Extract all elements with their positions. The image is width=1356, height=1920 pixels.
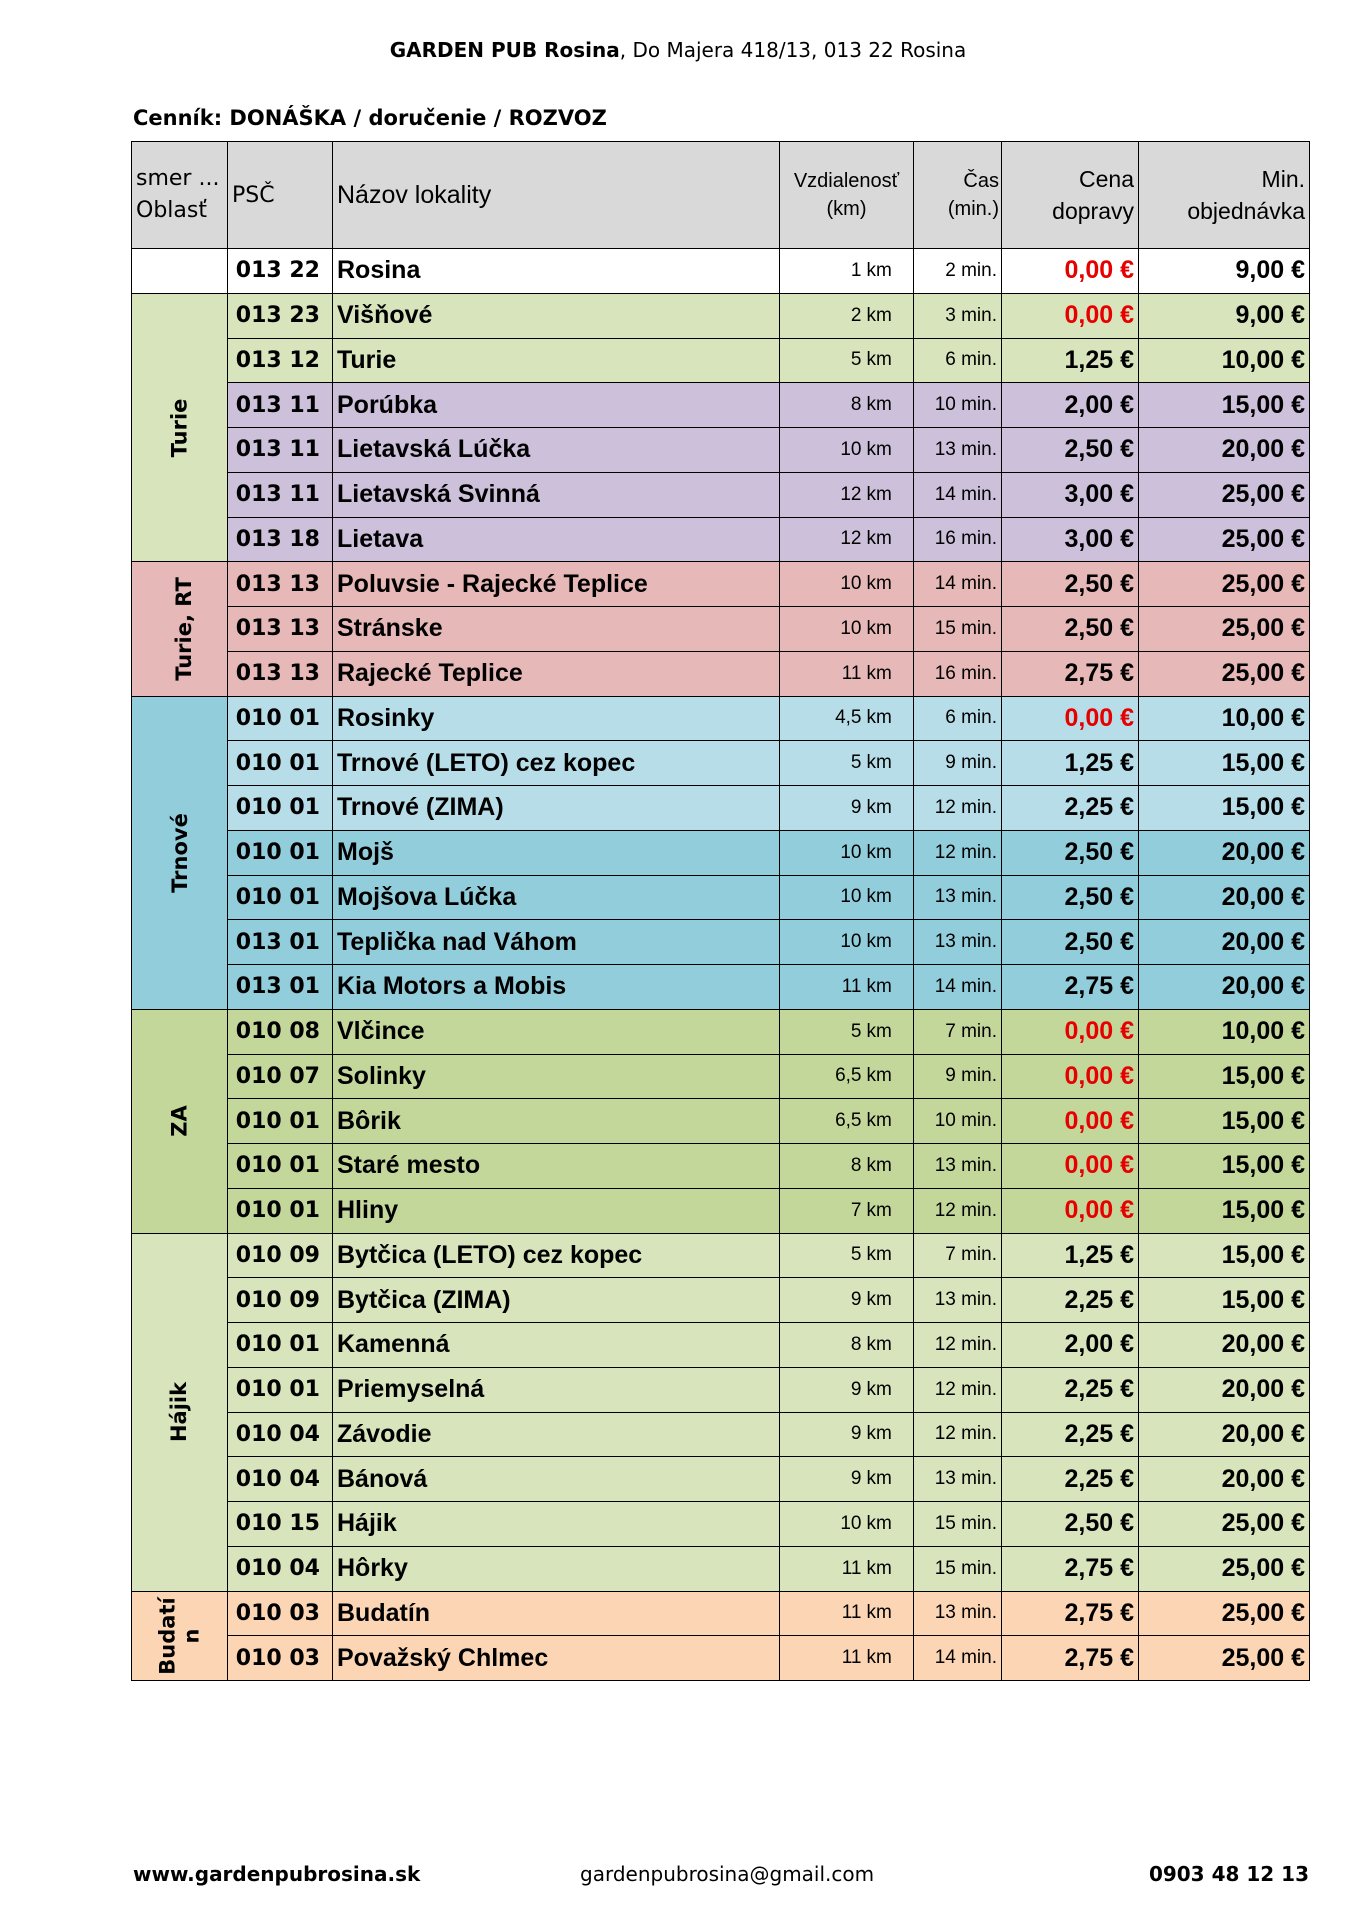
table-row bbox=[132, 1278, 1310, 1323]
psc-cell: 010 01 bbox=[228, 1144, 333, 1189]
area-cell bbox=[132, 696, 228, 1009]
time-cell: 16 min. bbox=[914, 651, 1002, 696]
location-name-cell: Mojš bbox=[333, 830, 780, 875]
distance-unit-cell: km bbox=[864, 1502, 914, 1547]
location-name-cell: Rajecké Teplice bbox=[333, 651, 780, 696]
time-cell: 14 min. bbox=[914, 562, 1002, 607]
psc-cell: 013 22 bbox=[228, 249, 333, 294]
area-cell bbox=[132, 1233, 228, 1591]
delivery-price-cell: 1,25 € bbox=[1002, 338, 1139, 383]
distance-unit-cell: km bbox=[864, 1367, 914, 1412]
delivery-price-cell: 0,00 € bbox=[1002, 1054, 1139, 1099]
col-min-line2: objednávka bbox=[1187, 198, 1305, 224]
min-order-cell: 20,00 € bbox=[1139, 1323, 1310, 1368]
psc-cell: 013 23 bbox=[228, 293, 333, 338]
delivery-price-cell: 2,75 € bbox=[1002, 965, 1139, 1010]
distance-unit-cell: km bbox=[864, 428, 914, 473]
delivery-price-cell: 2,00 € bbox=[1002, 1323, 1139, 1368]
distance-unit-cell: km bbox=[864, 1412, 914, 1457]
delivery-price-cell: 2,25 € bbox=[1002, 1278, 1139, 1323]
distance-cell: 7 bbox=[780, 1188, 864, 1233]
distance-unit-cell: km bbox=[864, 249, 914, 294]
location-name-cell: Lietava bbox=[333, 517, 780, 562]
table-row bbox=[132, 875, 1310, 920]
delivery-price-cell: 2,75 € bbox=[1002, 651, 1139, 696]
distance-cell: 8 bbox=[780, 383, 864, 428]
delivery-price-cell: 2,75 € bbox=[1002, 1546, 1139, 1591]
min-order-cell: 15,00 € bbox=[1139, 1099, 1310, 1144]
distance-unit-cell: km bbox=[864, 383, 914, 428]
psc-cell: 010 08 bbox=[228, 1009, 333, 1054]
psc-cell: 013 18 bbox=[228, 517, 333, 562]
distance-unit-cell: km bbox=[864, 1233, 914, 1278]
distance-unit-cell: km bbox=[864, 1188, 914, 1233]
location-name-cell: Kamenná bbox=[333, 1323, 780, 1368]
min-order-cell: 20,00 € bbox=[1139, 875, 1310, 920]
psc-cell: 010 01 bbox=[228, 1323, 333, 1368]
col-time bbox=[914, 142, 1002, 249]
location-name-cell: Lietavská Lúčka bbox=[333, 428, 780, 473]
distance-cell: 9 bbox=[780, 1278, 864, 1323]
min-order-cell: 25,00 € bbox=[1139, 1502, 1310, 1547]
psc-cell: 013 11 bbox=[228, 383, 333, 428]
distance-cell: 11 bbox=[780, 1636, 864, 1681]
psc-cell: 010 15 bbox=[228, 1502, 333, 1547]
psc-cell: 010 01 bbox=[228, 830, 333, 875]
delivery-price-cell: 0,00 € bbox=[1002, 249, 1139, 294]
min-order-cell: 20,00 € bbox=[1139, 965, 1310, 1010]
delivery-price-cell: 1,25 € bbox=[1002, 741, 1139, 786]
location-name-cell: Staré mesto bbox=[333, 1144, 780, 1189]
delivery-price-cell: 2,25 € bbox=[1002, 1457, 1139, 1502]
distance-unit-cell: km bbox=[864, 1591, 914, 1636]
area-label: ZA bbox=[167, 1105, 192, 1137]
distance-unit-cell: km bbox=[864, 607, 914, 652]
min-order-cell: 15,00 € bbox=[1139, 1278, 1310, 1323]
table-row bbox=[132, 1099, 1310, 1144]
distance-unit-cell: km bbox=[864, 517, 914, 562]
time-cell: 3 min. bbox=[914, 293, 1002, 338]
psc-cell: 013 11 bbox=[228, 428, 333, 473]
document-header bbox=[0, 38, 1356, 62]
table-row bbox=[132, 1323, 1310, 1368]
col-distance-line2: (km) bbox=[826, 198, 867, 220]
table-row bbox=[132, 1591, 1310, 1636]
distance-unit-cell: km bbox=[864, 472, 914, 517]
col-price bbox=[1002, 142, 1139, 249]
delivery-price-cell: 2,50 € bbox=[1002, 920, 1139, 965]
distance-cell: 8 bbox=[780, 1144, 864, 1189]
delivery-price-cell: 0,00 € bbox=[1002, 1099, 1139, 1144]
distance-cell: 11 bbox=[780, 965, 864, 1010]
time-cell: 13 min. bbox=[914, 1591, 1002, 1636]
psc-cell: 010 01 bbox=[228, 696, 333, 741]
distance-cell: 12 bbox=[780, 472, 864, 517]
min-order-cell: 25,00 € bbox=[1139, 1591, 1310, 1636]
psc-cell: 010 04 bbox=[228, 1412, 333, 1457]
area-cell bbox=[132, 293, 228, 562]
min-order-cell: 25,00 € bbox=[1139, 1636, 1310, 1681]
area-label: Turie, RT bbox=[171, 577, 196, 681]
time-cell: 6 min. bbox=[914, 338, 1002, 383]
delivery-price-table bbox=[131, 141, 1310, 1681]
area-label: Hájik bbox=[167, 1381, 192, 1443]
time-cell: 16 min. bbox=[914, 517, 1002, 562]
location-name-cell: Považský Chlmec bbox=[333, 1636, 780, 1681]
col-price-line1: Cena bbox=[1079, 166, 1134, 192]
psc-cell: 013 13 bbox=[228, 607, 333, 652]
psc-cell: 010 04 bbox=[228, 1546, 333, 1591]
min-order-cell: 25,00 € bbox=[1139, 472, 1310, 517]
table-row bbox=[132, 293, 1310, 338]
delivery-price-cell: 2,50 € bbox=[1002, 428, 1139, 473]
time-cell: 12 min. bbox=[914, 1188, 1002, 1233]
col-distance bbox=[780, 142, 914, 249]
distance-unit-cell: km bbox=[864, 965, 914, 1010]
distance-unit-cell: km bbox=[864, 696, 914, 741]
time-cell: 14 min. bbox=[914, 1636, 1002, 1681]
location-name-cell: Trnové (LETO) cez kopec bbox=[333, 741, 780, 786]
table-row bbox=[132, 1188, 1310, 1233]
location-name-cell: Priemyselná bbox=[333, 1367, 780, 1412]
time-cell: 13 min. bbox=[914, 428, 1002, 473]
distance-cell: 9 bbox=[780, 1457, 864, 1502]
location-name-cell: Bánová bbox=[333, 1457, 780, 1502]
footer-website[interactable]: www.gardenpubrosina.sk bbox=[133, 1862, 421, 1886]
distance-unit-cell: km bbox=[864, 786, 914, 831]
location-name-cell: Poluvsie - Rajecké Teplice bbox=[333, 562, 780, 607]
area-cell bbox=[132, 1591, 228, 1681]
table-row bbox=[132, 786, 1310, 831]
min-order-cell: 10,00 € bbox=[1139, 338, 1310, 383]
min-order-cell: 10,00 € bbox=[1139, 1009, 1310, 1054]
location-name-cell: Solinky bbox=[333, 1054, 780, 1099]
distance-cell: 6,5 bbox=[780, 1054, 864, 1099]
area-cell bbox=[132, 562, 228, 696]
distance-unit-cell: km bbox=[864, 875, 914, 920]
delivery-price-cell: 0,00 € bbox=[1002, 293, 1139, 338]
time-cell: 9 min. bbox=[914, 741, 1002, 786]
table-row bbox=[132, 383, 1310, 428]
table-row bbox=[132, 607, 1310, 652]
min-order-cell: 25,00 € bbox=[1139, 1546, 1310, 1591]
location-name-cell: Rosinky bbox=[333, 696, 780, 741]
location-name-cell: Hájik bbox=[333, 1502, 780, 1547]
table-body bbox=[132, 249, 1310, 1681]
table-row bbox=[132, 472, 1310, 517]
time-cell: 14 min. bbox=[914, 965, 1002, 1010]
min-order-cell: 20,00 € bbox=[1139, 920, 1310, 965]
col-price-line2: dopravy bbox=[1052, 198, 1134, 224]
location-name-cell: Vlčince bbox=[333, 1009, 780, 1054]
distance-cell: 6,5 bbox=[780, 1099, 864, 1144]
min-order-cell: 20,00 € bbox=[1139, 1367, 1310, 1412]
location-name-cell: Trnové (ZIMA) bbox=[333, 786, 780, 831]
distance-cell: 5 bbox=[780, 741, 864, 786]
distance-cell: 10 bbox=[780, 562, 864, 607]
location-name-cell: Porúbka bbox=[333, 383, 780, 428]
time-cell: 12 min. bbox=[914, 1367, 1002, 1412]
table-header-row bbox=[132, 142, 1310, 249]
psc-cell: 010 09 bbox=[228, 1233, 333, 1278]
location-name-cell: Stránske bbox=[333, 607, 780, 652]
distance-cell: 4,5 bbox=[780, 696, 864, 741]
time-cell: 12 min. bbox=[914, 1323, 1002, 1368]
time-cell: 7 min. bbox=[914, 1233, 1002, 1278]
psc-cell: 013 11 bbox=[228, 472, 333, 517]
time-cell: 15 min. bbox=[914, 607, 1002, 652]
distance-cell: 9 bbox=[780, 786, 864, 831]
delivery-price-cell: 2,50 € bbox=[1002, 1502, 1139, 1547]
delivery-price-cell: 2,50 € bbox=[1002, 562, 1139, 607]
min-order-cell: 25,00 € bbox=[1139, 651, 1310, 696]
delivery-price-cell: 1,25 € bbox=[1002, 1233, 1139, 1278]
col-direction bbox=[132, 142, 228, 249]
table-row bbox=[132, 965, 1310, 1010]
col-time-line1: Čas bbox=[963, 170, 999, 192]
psc-cell: 010 01 bbox=[228, 1099, 333, 1144]
col-distance-line1: Vzdialenosť bbox=[793, 170, 900, 192]
distance-cell: 12 bbox=[780, 517, 864, 562]
psc-cell: 010 09 bbox=[228, 1278, 333, 1323]
distance-unit-cell: km bbox=[864, 293, 914, 338]
distance-unit-cell: km bbox=[864, 1009, 914, 1054]
location-name-cell: Budatín bbox=[333, 1591, 780, 1636]
delivery-price-cell: 2,25 € bbox=[1002, 1412, 1139, 1457]
distance-cell: 5 bbox=[780, 1233, 864, 1278]
distance-unit-cell: km bbox=[864, 830, 914, 875]
time-cell: 13 min. bbox=[914, 1278, 1002, 1323]
distance-cell: 11 bbox=[780, 1591, 864, 1636]
table-row bbox=[132, 517, 1310, 562]
location-name-cell: Rosina bbox=[333, 249, 780, 294]
table-row bbox=[132, 1636, 1310, 1681]
min-order-cell: 9,00 € bbox=[1139, 293, 1310, 338]
price-list-title: Cenník: DONÁŠKA / doručenie / ROZVOZ bbox=[133, 106, 607, 130]
time-cell: 14 min. bbox=[914, 472, 1002, 517]
distance-unit-cell: km bbox=[864, 1144, 914, 1189]
area-label: Budatí n bbox=[155, 1597, 204, 1675]
distance-unit-cell: km bbox=[864, 1323, 914, 1368]
min-order-cell: 25,00 € bbox=[1139, 517, 1310, 562]
location-name-cell: Bytčica (LETO) cez kopec bbox=[333, 1233, 780, 1278]
delivery-price-cell: 0,00 € bbox=[1002, 1144, 1139, 1189]
location-name-cell: Teplička nad Váhom bbox=[333, 920, 780, 965]
footer-phone[interactable]: 0903 48 12 13 bbox=[1148, 1862, 1309, 1886]
area-cell bbox=[132, 1009, 228, 1233]
min-order-cell: 20,00 € bbox=[1139, 1457, 1310, 1502]
distance-cell: 9 bbox=[780, 1412, 864, 1457]
time-cell: 6 min. bbox=[914, 696, 1002, 741]
psc-cell: 010 03 bbox=[228, 1636, 333, 1681]
area-label: Turie bbox=[167, 398, 192, 457]
distance-cell: 10 bbox=[780, 830, 864, 875]
psc-cell: 010 03 bbox=[228, 1591, 333, 1636]
time-cell: 13 min. bbox=[914, 1457, 1002, 1502]
table-row bbox=[132, 741, 1310, 786]
min-order-cell: 15,00 € bbox=[1139, 786, 1310, 831]
distance-unit-cell: km bbox=[864, 1636, 914, 1681]
psc-cell: 013 01 bbox=[228, 965, 333, 1010]
delivery-price-cell: 2,50 € bbox=[1002, 607, 1139, 652]
time-cell: 9 min. bbox=[914, 1054, 1002, 1099]
min-order-cell: 20,00 € bbox=[1139, 830, 1310, 875]
table-row bbox=[132, 249, 1310, 294]
delivery-price-cell: 2,75 € bbox=[1002, 1636, 1139, 1681]
table-row bbox=[132, 562, 1310, 607]
table-row bbox=[132, 920, 1310, 965]
delivery-price-cell: 2,25 € bbox=[1002, 786, 1139, 831]
time-cell: 2 min. bbox=[914, 249, 1002, 294]
table-row bbox=[132, 428, 1310, 473]
time-cell: 7 min. bbox=[914, 1009, 1002, 1054]
col-direction-line1: smer ... bbox=[136, 166, 220, 191]
distance-cell: 8 bbox=[780, 1323, 864, 1368]
delivery-price-cell: 3,00 € bbox=[1002, 472, 1139, 517]
location-name-cell: Závodie bbox=[333, 1412, 780, 1457]
table-row bbox=[132, 1144, 1310, 1189]
psc-cell: 010 01 bbox=[228, 1367, 333, 1412]
location-name-cell: Bôrik bbox=[333, 1099, 780, 1144]
time-cell: 13 min. bbox=[914, 920, 1002, 965]
distance-cell: 10 bbox=[780, 607, 864, 652]
location-name-cell: Hliny bbox=[333, 1188, 780, 1233]
distance-unit-cell: km bbox=[864, 562, 914, 607]
psc-cell: 010 01 bbox=[228, 786, 333, 831]
col-min-order bbox=[1139, 142, 1310, 249]
min-order-cell: 25,00 € bbox=[1139, 607, 1310, 652]
col-direction-line2: Oblasť bbox=[136, 198, 207, 223]
distance-cell: 11 bbox=[780, 1546, 864, 1591]
time-cell: 10 min. bbox=[914, 1099, 1002, 1144]
psc-cell: 010 01 bbox=[228, 1188, 333, 1233]
delivery-price-cell: 0,00 € bbox=[1002, 696, 1139, 741]
distance-cell: 1 bbox=[780, 249, 864, 294]
table-row bbox=[132, 338, 1310, 383]
footer-email[interactable]: gardenpubrosina@gmail.com bbox=[580, 1862, 875, 1886]
min-order-cell: 15,00 € bbox=[1139, 741, 1310, 786]
location-name-cell: Mojšova Lúčka bbox=[333, 875, 780, 920]
min-order-cell: 25,00 € bbox=[1139, 562, 1310, 607]
delivery-price-cell: 2,00 € bbox=[1002, 383, 1139, 428]
location-name-cell: Kia Motors a Mobis bbox=[333, 965, 780, 1010]
distance-unit-cell: km bbox=[864, 1054, 914, 1099]
table-row bbox=[132, 1009, 1310, 1054]
min-order-cell: 10,00 € bbox=[1139, 696, 1310, 741]
min-order-cell: 15,00 € bbox=[1139, 1233, 1310, 1278]
time-cell: 12 min. bbox=[914, 830, 1002, 875]
distance-cell: 9 bbox=[780, 1367, 864, 1412]
pub-address: , Do Majera 418/13, 013 22 Rosina bbox=[619, 38, 967, 62]
location-name-cell: Lietavská Svinná bbox=[333, 472, 780, 517]
delivery-price-cell: 3,00 € bbox=[1002, 517, 1139, 562]
distance-cell: 5 bbox=[780, 338, 864, 383]
location-name-cell: Višňové bbox=[333, 293, 780, 338]
distance-unit-cell: km bbox=[864, 1278, 914, 1323]
psc-cell: 013 12 bbox=[228, 338, 333, 383]
delivery-price-cell: 2,75 € bbox=[1002, 1591, 1139, 1636]
distance-unit-cell: km bbox=[864, 920, 914, 965]
distance-unit-cell: km bbox=[864, 1546, 914, 1591]
time-cell: 15 min. bbox=[914, 1502, 1002, 1547]
time-cell: 13 min. bbox=[914, 875, 1002, 920]
table-row bbox=[132, 1412, 1310, 1457]
distance-unit-cell: km bbox=[864, 651, 914, 696]
psc-cell: 013 13 bbox=[228, 651, 333, 696]
time-cell: 12 min. bbox=[914, 1412, 1002, 1457]
min-order-cell: 15,00 € bbox=[1139, 1144, 1310, 1189]
delivery-price-cell: 2,50 € bbox=[1002, 830, 1139, 875]
area-cell bbox=[132, 249, 228, 294]
min-order-cell: 20,00 € bbox=[1139, 1412, 1310, 1457]
time-cell: 13 min. bbox=[914, 1144, 1002, 1189]
col-name: Názov lokality bbox=[333, 142, 780, 249]
location-name-cell: Hôrky bbox=[333, 1546, 780, 1591]
table-row bbox=[132, 1054, 1310, 1099]
distance-unit-cell: km bbox=[864, 1099, 914, 1144]
distance-cell: 10 bbox=[780, 428, 864, 473]
time-cell: 10 min. bbox=[914, 383, 1002, 428]
distance-unit-cell: km bbox=[864, 338, 914, 383]
distance-cell: 11 bbox=[780, 651, 864, 696]
min-order-cell: 20,00 € bbox=[1139, 428, 1310, 473]
distance-cell: 10 bbox=[780, 875, 864, 920]
distance-cell: 10 bbox=[780, 920, 864, 965]
table-row bbox=[132, 1457, 1310, 1502]
table-row bbox=[132, 1233, 1310, 1278]
delivery-price-cell: 0,00 € bbox=[1002, 1188, 1139, 1233]
location-name-cell: Turie bbox=[333, 338, 780, 383]
distance-unit-cell: km bbox=[864, 1457, 914, 1502]
location-name-cell: Bytčica (ZIMA) bbox=[333, 1278, 780, 1323]
psc-cell: 010 01 bbox=[228, 875, 333, 920]
distance-cell: 2 bbox=[780, 293, 864, 338]
psc-cell: 010 04 bbox=[228, 1457, 333, 1502]
area-label: Trnové bbox=[167, 812, 192, 893]
table-row bbox=[132, 1502, 1310, 1547]
psc-cell: 013 13 bbox=[228, 562, 333, 607]
psc-cell: 010 07 bbox=[228, 1054, 333, 1099]
distance-cell: 5 bbox=[780, 1009, 864, 1054]
col-psc: PSČ bbox=[228, 142, 333, 249]
delivery-price-cell: 0,00 € bbox=[1002, 1009, 1139, 1054]
table-row bbox=[132, 651, 1310, 696]
pub-name: GARDEN PUB Rosina bbox=[389, 38, 620, 62]
col-time-line2: (min.) bbox=[947, 198, 999, 220]
psc-cell: 010 01 bbox=[228, 741, 333, 786]
min-order-cell: 15,00 € bbox=[1139, 383, 1310, 428]
min-order-cell: 9,00 € bbox=[1139, 249, 1310, 294]
time-cell: 15 min. bbox=[914, 1546, 1002, 1591]
table-row bbox=[132, 1546, 1310, 1591]
time-cell: 12 min. bbox=[914, 786, 1002, 831]
distance-unit-cell: km bbox=[864, 741, 914, 786]
psc-cell: 013 01 bbox=[228, 920, 333, 965]
delivery-price-cell: 2,50 € bbox=[1002, 875, 1139, 920]
col-min-line1: Min. bbox=[1261, 166, 1305, 192]
delivery-price-cell: 2,25 € bbox=[1002, 1367, 1139, 1412]
table-row bbox=[132, 1367, 1310, 1412]
distance-cell: 10 bbox=[780, 1502, 864, 1547]
min-order-cell: 15,00 € bbox=[1139, 1054, 1310, 1099]
table-row bbox=[132, 830, 1310, 875]
min-order-cell: 15,00 € bbox=[1139, 1188, 1310, 1233]
table-row bbox=[132, 696, 1310, 741]
